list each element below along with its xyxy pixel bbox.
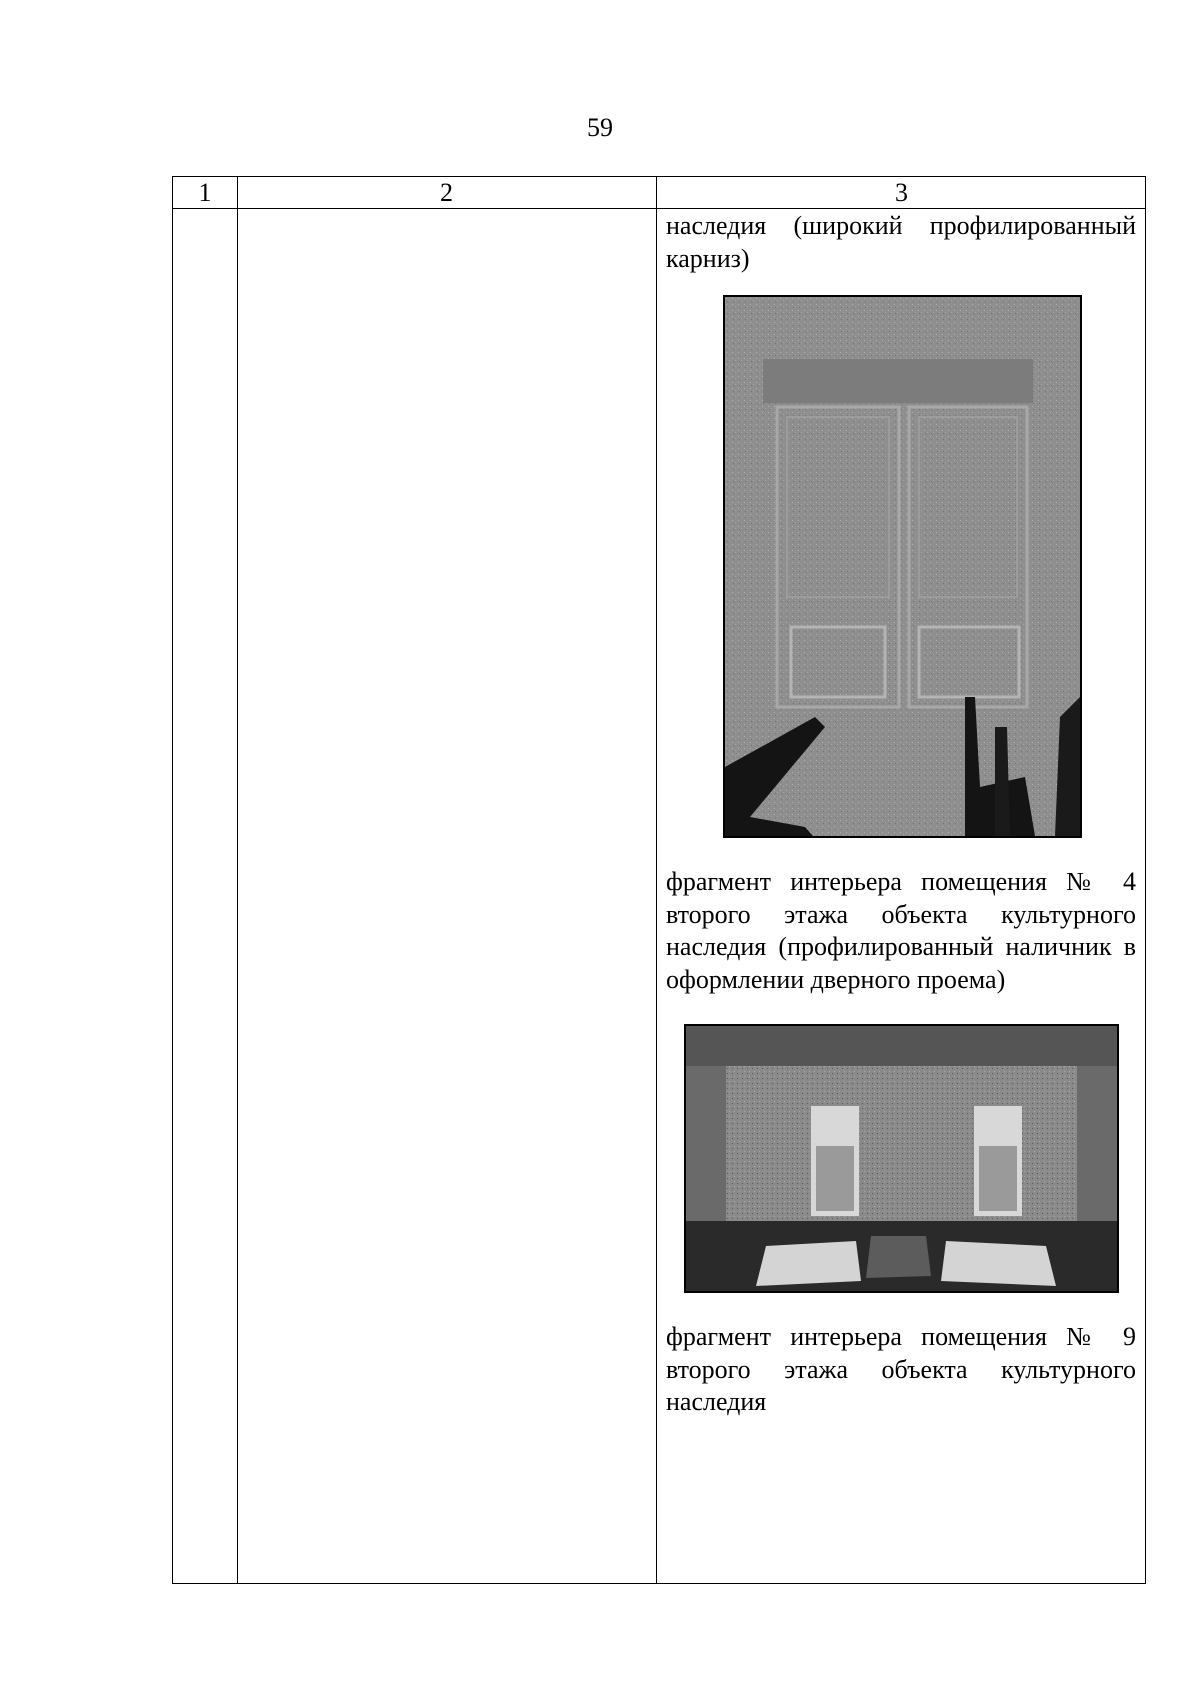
table-header-col-1: 1 <box>198 178 212 207</box>
door-photo-drawing <box>725 297 1080 836</box>
table-cell-col-3 <box>666 210 1136 1419</box>
continuation-text: наследия (широкий профилированный карниз) <box>666 211 1136 273</box>
table-header-divider <box>173 208 1145 209</box>
door-interior-photo <box>723 295 1082 838</box>
room-interior-photo <box>684 1024 1119 1293</box>
table-column-divider <box>656 177 657 1583</box>
page-number: 59 <box>587 113 613 142</box>
table-column-divider <box>237 177 238 1583</box>
room-photo-drawing <box>686 1026 1117 1291</box>
door-photo-caption: фрагмент интерьера помещения № 4 второго этажа объекта культурного наследия (профилированный наличник в оформлении дверного проема) <box>666 867 1136 994</box>
document-table <box>172 176 1146 1584</box>
table-header-col-2: 2 <box>440 178 453 207</box>
table-header-col-3: 3 <box>895 178 908 207</box>
room-photo-caption: фрагмент интерьера помещения № 9 второго этажа объекта культурного наследия <box>666 1322 1136 1416</box>
